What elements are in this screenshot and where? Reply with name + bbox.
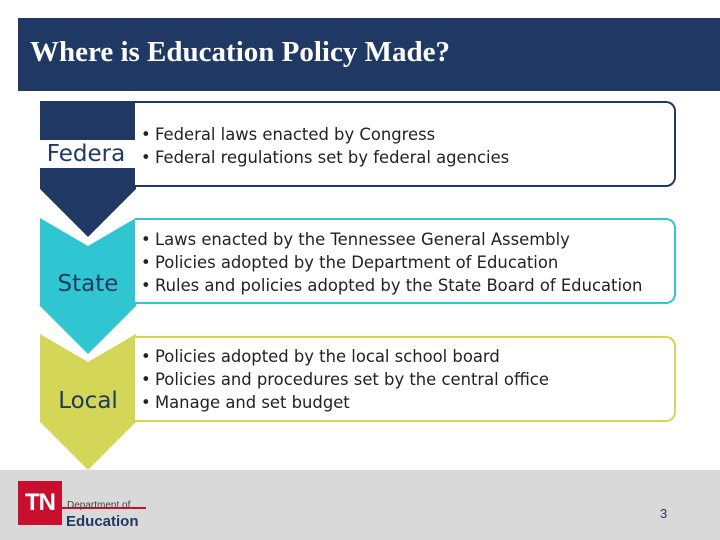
- list-item: [141, 345, 549, 368]
- list-item: [141, 391, 549, 414]
- bullet-text: Policies adopted by the local school board: [155, 347, 500, 366]
- bullet-icon: •: [141, 125, 151, 144]
- bullet-text: Federal laws enacted by Congress: [155, 125, 436, 144]
- bullet-icon: •: [141, 393, 151, 412]
- logo-education-text: Education: [66, 513, 139, 530]
- state-box: [135, 218, 676, 304]
- federal-bullets: [141, 123, 509, 169]
- chevron-state-label: State: [57, 271, 119, 297]
- state-bullets: [141, 228, 642, 297]
- tn-logo-badge: TN: [18, 481, 62, 525]
- bullet-text: Federal regulations set by federal agencies: [155, 148, 510, 167]
- list-item: [141, 228, 642, 251]
- chevron-federal-label-line2: l: [82, 169, 90, 195]
- bullet-icon: •: [141, 230, 151, 249]
- list-item: [141, 251, 642, 274]
- bullet-icon: •: [141, 148, 151, 167]
- chevron-federal-label: [34, 140, 138, 196]
- logo-department-text: Department of: [67, 500, 131, 511]
- chevron-local-label: Local: [58, 388, 118, 414]
- footer: [0, 470, 720, 540]
- title-bar: [18, 18, 720, 91]
- federal-box: [135, 101, 676, 187]
- bullet-text: Manage and set budget: [155, 393, 350, 412]
- bullet-text: Policies and procedures set by the central office: [155, 370, 549, 389]
- list-item: [141, 123, 509, 146]
- list-item: [141, 368, 549, 391]
- bullet-icon: •: [141, 253, 151, 272]
- chevron-federal-label-line1: Federa: [34, 140, 138, 168]
- bullet-text: Policies adopted by the Department of Education: [155, 253, 559, 272]
- local-bullets: [141, 345, 549, 414]
- local-box: [135, 336, 676, 422]
- bullet-text: Laws enacted by the Tennessee General Assembly: [155, 230, 570, 249]
- bullet-icon: •: [141, 370, 151, 389]
- bullet-icon: •: [141, 347, 151, 366]
- list-item: [141, 146, 509, 169]
- slide-title: Where is Education Policy Made?: [30, 36, 450, 68]
- bullet-icon: •: [141, 276, 151, 295]
- list-item: [141, 274, 642, 297]
- page-number: 3: [660, 506, 668, 521]
- bullet-text: Rules and policies adopted by the State Board of Education: [155, 276, 643, 295]
